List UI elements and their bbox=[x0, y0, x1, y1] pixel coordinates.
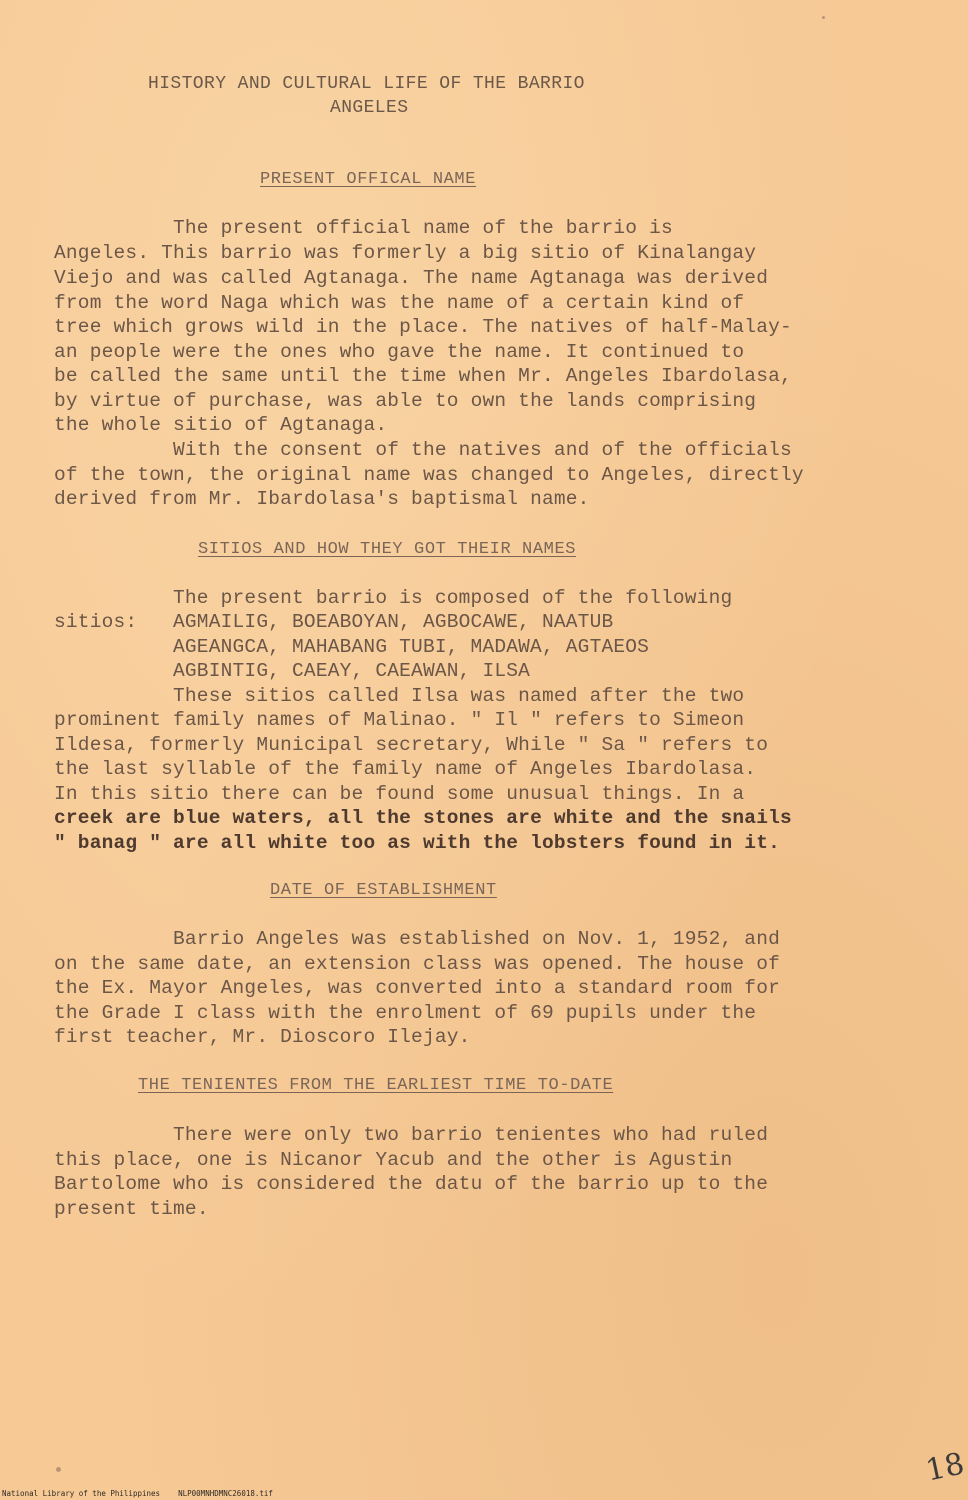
section-heading-establishment: DATE OF ESTABLISHMENT bbox=[270, 881, 497, 900]
paragraph-line: an people were the ones who gave the name. It continued to bbox=[54, 341, 745, 363]
paragraph-line: Barrio Angeles was established on Nov. 1, 1952, and bbox=[173, 928, 780, 950]
paragraph-line: on the same date, an extension class was opened. The house of bbox=[54, 953, 781, 975]
paragraph-line: derived from Mr. Ibardolasa's baptismal name. bbox=[54, 488, 590, 510]
paragraph-line: With the consent of the natives and of the officials bbox=[173, 439, 792, 461]
paragraph-line: this place, one is Nicanor Yacub and the other is Agustin bbox=[54, 1149, 733, 1171]
paragraph-line: " banag " are all white too as with the lobsters found in it. bbox=[54, 832, 781, 854]
archive-footer bbox=[2, 1489, 273, 1498]
paragraph-line: Angeles. This barrio was formerly a big sitio of Kinalangay bbox=[54, 242, 757, 264]
paragraph-line: the last syllable of the family name of Angeles Ibardolasa. bbox=[54, 758, 757, 780]
paragraph-line: the whole sitio of Agtanaga. bbox=[54, 414, 388, 436]
paragraph-line: creek are blue waters, all the stones are white and the snails bbox=[54, 807, 792, 829]
page-number-mark: 18 bbox=[922, 1446, 968, 1489]
paragraph-line: by virtue of purchase, was able to own the lands comprising bbox=[54, 390, 757, 412]
title-line-1: HISTORY AND CULTURAL LIFE OF THE BARRIO bbox=[148, 74, 585, 94]
section-heading-sitios: SITIOS AND HOW THEY GOT THEIR NAMES bbox=[198, 540, 577, 559]
paragraph-line: In this sitio there can be found some unusual things. In a bbox=[54, 783, 745, 805]
paragraph-line: These sitios called Ilsa was named after the two bbox=[173, 685, 745, 707]
paper-speck bbox=[56, 1467, 61, 1472]
paragraph-line: Viejo and was called Agtanaga. The name Agtanaga was derived bbox=[54, 267, 769, 289]
sitio-list-line: AGBINTIG, CAEAY, CAEAWAN, ILSA bbox=[173, 660, 531, 682]
paragraph-line: first teacher, Mr. Dioscoro Ilejay. bbox=[54, 1026, 471, 1048]
footer-filename: NLP00MNHDMNC26018.tif bbox=[178, 1489, 273, 1498]
paragraph-line: The present barrio is composed of the following bbox=[173, 587, 733, 609]
paragraph-line: prominent family names of Malinao. " Il " refers to Simeon bbox=[54, 709, 745, 731]
sitio-list-line: AGMAILIG, BOEABOYAN, AGBOCAWE, NAATUB bbox=[173, 611, 614, 633]
paragraph-line: the Grade I class with the enrolment of 69 pupils under the bbox=[54, 1002, 757, 1024]
paragraph-line: tree which grows wild in the place. The natives of half-Malay- bbox=[54, 316, 792, 338]
sitio-list-line: AGEANGCA, MAHABANG TUBI, MADAWA, AGTAEOS bbox=[173, 636, 650, 658]
paragraph-line: the Ex. Mayor Angeles, was converted into a standard room for bbox=[54, 977, 781, 999]
paragraph-line: The present official name of the barrio is bbox=[173, 217, 673, 239]
section-heading-official-name: PRESENT OFFICAL NAME bbox=[260, 170, 477, 189]
sitios-label: sitios: bbox=[54, 611, 138, 633]
paragraph-line: present time. bbox=[54, 1198, 209, 1220]
paragraph-line: from the word Naga which was the name of a certain kind of bbox=[54, 292, 745, 314]
footer-library: National Library of the Philippines bbox=[2, 1489, 161, 1498]
section-heading-tenientes: THE TENIENTES FROM THE EARLIEST TIME TO-DATE bbox=[138, 1076, 614, 1095]
paragraph-line: of the town, the original name was changed to Angeles, directly bbox=[54, 464, 804, 486]
paragraph-line: Bartolome who is considered the datu of the barrio up to the bbox=[54, 1173, 769, 1195]
paragraph-line: Ildesa, formerly Municipal secretary, While " Sa " refers to bbox=[54, 734, 769, 756]
title-line-2: ANGELES bbox=[330, 98, 409, 118]
paragraph-line: There were only two barrio tenientes who had ruled bbox=[173, 1124, 769, 1146]
paper-speck bbox=[822, 16, 825, 19]
paragraph-line: be called the same until the time when Mr. Angeles Ibardolasa, bbox=[54, 365, 792, 387]
